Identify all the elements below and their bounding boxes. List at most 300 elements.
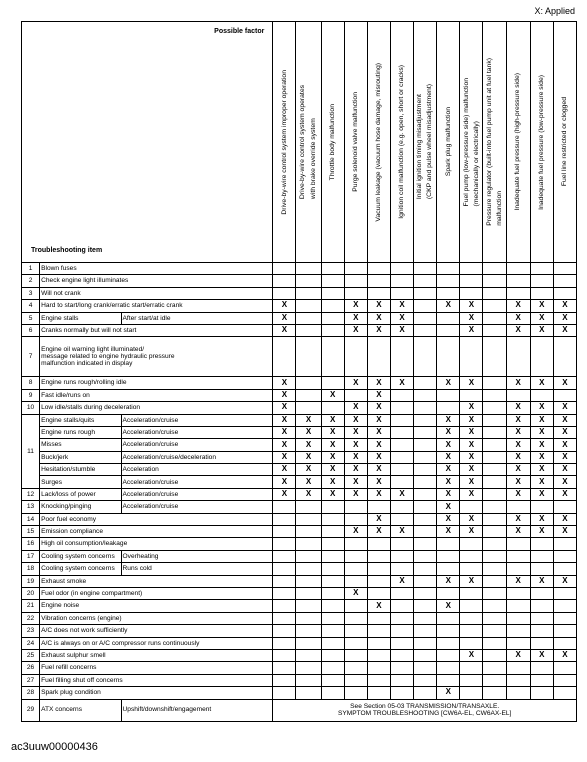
- applied-mark-cell: [273, 649, 296, 661]
- factor-label: Inadequate fuel pressure (high-pressure side): [514, 73, 522, 211]
- applied-mark-cell: [296, 287, 321, 299]
- applied-mark-cell: [273, 563, 296, 575]
- applied-mark-cell: [506, 426, 530, 438]
- applied-mark: X: [539, 575, 545, 585]
- applied-mark-cell: [414, 377, 437, 389]
- applied-mark-cell: [530, 324, 553, 336]
- applied-mark-cell: [321, 649, 344, 661]
- applied-mark-cell: [460, 550, 483, 562]
- applied-mark-cell: [390, 550, 413, 562]
- applied-mark-cell: [414, 587, 437, 599]
- applied-mark-cell: [530, 488, 553, 500]
- applied-mark-cell: [553, 488, 576, 500]
- applied-mark-cell: [273, 575, 296, 587]
- applied-mark-cell: [437, 488, 460, 500]
- applied-mark-cell: [530, 287, 553, 299]
- applied-mark-cell: [530, 662, 553, 674]
- applied-mark-cell: [437, 625, 460, 637]
- applied-mark-cell: [296, 612, 321, 624]
- applied-mark-cell: [273, 287, 296, 299]
- applied-mark-cell: [530, 674, 553, 686]
- applied-mark-cell: [553, 563, 576, 575]
- applied-mark: X: [562, 325, 568, 335]
- applied-mark-cell: [273, 402, 296, 414]
- applied-mark-cell: [506, 575, 530, 587]
- applied-mark: X: [376, 451, 382, 461]
- applied-mark-cell: [390, 287, 413, 299]
- applied-mark-cell: [273, 687, 296, 699]
- applied-mark-cell: [530, 439, 553, 451]
- applied-mark-cell: [437, 587, 460, 599]
- applied-mark: X: [445, 476, 451, 486]
- applied-mark-cell: [296, 587, 321, 599]
- applied-mark-cell: [414, 312, 437, 324]
- applied-mark: X: [445, 427, 451, 437]
- applied-mark: X: [399, 575, 405, 585]
- applied-mark-cell: [460, 488, 483, 500]
- applied-mark-cell: [483, 637, 506, 649]
- applied-mark-cell: [483, 324, 506, 336]
- table-row: [22, 275, 577, 287]
- factor-label: (mechanically or electrically): [472, 120, 480, 207]
- applied-mark-cell: [530, 687, 553, 699]
- applied-mark: X: [562, 489, 568, 499]
- applied-mark-cell: [460, 649, 483, 661]
- applied-mark-cell: [460, 513, 483, 525]
- troubleshooting-item-label: Troubleshooting item: [31, 247, 103, 255]
- applied-mark-cell: [483, 263, 506, 275]
- applied-mark-cell: [414, 476, 437, 488]
- applied-mark-cell: [344, 674, 367, 686]
- applied-mark-cell: [414, 439, 437, 451]
- applied-mark: X: [468, 325, 475, 335]
- applied-mark-cell: [553, 312, 576, 324]
- applied-mark-cell: [553, 687, 576, 699]
- row-number: 9: [22, 389, 40, 401]
- applied-mark-cell: [367, 600, 390, 612]
- applied-mark-cell: [321, 587, 344, 599]
- applied-mark: X: [515, 476, 521, 486]
- applied-mark-cell: [553, 612, 576, 624]
- applied-mark-cell: [530, 526, 553, 538]
- applied-mark-cell: [506, 451, 530, 463]
- row-number: 29: [22, 699, 40, 721]
- applied-mark-cell: [460, 275, 483, 287]
- applied-mark: X: [376, 300, 382, 310]
- applied-mark: X: [281, 489, 288, 499]
- applied-mark-cell: [296, 488, 321, 500]
- applied-mark-cell: [296, 389, 321, 401]
- applied-mark-cell: [273, 377, 296, 389]
- applied-mark-cell: [437, 600, 460, 612]
- applied-mark-cell: [506, 637, 530, 649]
- applied-mark-cell: [553, 649, 576, 661]
- applied-mark-cell: [321, 687, 344, 699]
- applied-mark-cell: [553, 324, 576, 336]
- applied-mark: X: [376, 325, 382, 335]
- applied-mark-cell: [344, 538, 367, 550]
- item-label: Vibration concerns (engine): [40, 612, 273, 624]
- applied-mark-cell: [296, 600, 321, 612]
- applied-mark-cell: [296, 501, 321, 513]
- applied-mark-cell: [483, 300, 506, 312]
- applied-mark: X: [445, 526, 451, 536]
- applied-mark-cell: [344, 649, 367, 661]
- applied-mark-cell: [530, 563, 553, 575]
- applied-mark-cell: [414, 300, 437, 312]
- factor-header: [506, 22, 530, 263]
- applied-mark-cell: [321, 674, 344, 686]
- applied-mark-cell: [414, 287, 437, 299]
- applied-mark-cell: [483, 377, 506, 389]
- item-label: Fuel odor (in engine compartment): [40, 587, 273, 599]
- applied-mark: X: [539, 427, 545, 437]
- applied-mark: X: [376, 377, 382, 387]
- applied-mark-cell: [437, 275, 460, 287]
- applied-mark-cell: [483, 414, 506, 426]
- applied-mark-cell: [321, 550, 344, 562]
- applied-mark-cell: [437, 439, 460, 451]
- applied-mark-cell: [344, 687, 367, 699]
- applied-mark-cell: [553, 377, 576, 389]
- applied-mark-cell: [553, 300, 576, 312]
- applied-mark: X: [399, 489, 405, 499]
- applied-mark-cell: [321, 275, 344, 287]
- applied-mark-cell: [530, 300, 553, 312]
- applied-mark-cell: [530, 414, 553, 426]
- factor-header: [483, 22, 506, 263]
- applied-mark-cell: [367, 287, 390, 299]
- applied-mark: X: [468, 402, 475, 412]
- applied-mark-cell: [321, 501, 344, 513]
- applied-mark-cell: [506, 538, 530, 550]
- applied-mark-cell: [553, 287, 576, 299]
- applied-mark-cell: [367, 637, 390, 649]
- applied-mark: X: [281, 312, 288, 322]
- applied-mark-cell: [273, 389, 296, 401]
- applied-mark-cell: [460, 377, 483, 389]
- applied-mark-cell: [530, 389, 553, 401]
- applied-mark-cell: [296, 337, 321, 377]
- row-number: 17: [22, 550, 40, 562]
- applied-mark-cell: [390, 377, 413, 389]
- applied-mark-cell: [506, 550, 530, 562]
- applied-mark: X: [539, 439, 545, 449]
- applied-mark: X: [399, 300, 405, 310]
- applied-mark: X: [281, 476, 288, 486]
- applied-mark: X: [445, 451, 451, 461]
- applied-mark-cell: [460, 526, 483, 538]
- applied-mark-cell: [321, 662, 344, 674]
- applied-mark-cell: [414, 275, 437, 287]
- applied-mark-cell: [390, 625, 413, 637]
- applied-mark-cell: [390, 501, 413, 513]
- factor-label: Drive-by-wire control system improper operation: [280, 69, 288, 215]
- applied-mark: X: [515, 414, 521, 424]
- item-label: Spark plug condition: [40, 687, 273, 699]
- applied-mark: X: [468, 451, 475, 461]
- applied-mark-cell: [506, 389, 530, 401]
- applied-mark: X: [329, 390, 336, 400]
- applied-mark-cell: [506, 563, 530, 575]
- applied-mark-cell: [483, 513, 506, 525]
- applied-mark-cell: [273, 637, 296, 649]
- row-number: 14: [22, 513, 40, 525]
- applied-mark-cell: [321, 287, 344, 299]
- applied-mark: X: [468, 312, 475, 322]
- applied-mark-cell: [437, 550, 460, 562]
- applied-mark-cell: [321, 637, 344, 649]
- factor-label: Fuel line restricted or clogged: [561, 97, 569, 187]
- applied-mark-cell: [273, 439, 296, 451]
- row-number: 3: [22, 287, 40, 299]
- applied-mark: X: [281, 402, 288, 412]
- applied-mark-cell: [367, 414, 390, 426]
- applied-mark-cell: [367, 451, 390, 463]
- applied-mark-cell: [460, 464, 483, 476]
- applied-mark: X: [353, 476, 359, 486]
- row-number: 13: [22, 501, 40, 513]
- applied-mark-cell: [483, 337, 506, 377]
- applied-mark: X: [353, 489, 359, 499]
- applied-mark: X: [468, 489, 475, 499]
- applied-mark: X: [562, 513, 568, 523]
- applied-mark-cell: [367, 426, 390, 438]
- applied-mark-cell: [321, 324, 344, 336]
- factor-label: Inadequate fuel pressure (low-pressure side): [538, 74, 546, 210]
- table-row: [22, 513, 577, 525]
- applied-mark-cell: [344, 488, 367, 500]
- applied-mark-cell: [390, 637, 413, 649]
- applied-mark-cell: [390, 526, 413, 538]
- item-condition: Runs cold: [121, 563, 273, 575]
- applied-mark-cell: [553, 674, 576, 686]
- applied-mark-cell: [460, 324, 483, 336]
- row-number: 28: [22, 687, 40, 699]
- row-number: 18: [22, 563, 40, 575]
- table-row: [22, 687, 577, 699]
- applied-mark-cell: [414, 513, 437, 525]
- applied-mark-cell: [344, 662, 367, 674]
- item-label: Engine oil warning light illuminated/ message related to engine hydraulic pressure malfunction indicated in display: [40, 337, 273, 377]
- applied-mark-cell: [414, 263, 437, 275]
- applied-mark-cell: [273, 538, 296, 550]
- applied-mark-cell: [530, 464, 553, 476]
- item-condition: Acceleration/cruise: [121, 476, 273, 488]
- table-row: [22, 287, 577, 299]
- troubleshooting-table: [21, 21, 577, 722]
- applied-mark-cell: [483, 526, 506, 538]
- applied-mark: X: [281, 464, 288, 474]
- item-label: Hard to start/long crank/erratic start/erratic crank: [40, 300, 273, 312]
- applied-mark-cell: [506, 300, 530, 312]
- applied-mark: X: [445, 600, 451, 610]
- table-row: [22, 337, 577, 377]
- applied-mark: X: [445, 464, 451, 474]
- item-label: A/C is always on or A/C compressor runs continuously: [40, 637, 273, 649]
- applied-mark-cell: [460, 337, 483, 377]
- item-label: ATX concerns: [40, 699, 121, 721]
- item-condition: Acceleration/cruise/deceleration: [121, 451, 273, 463]
- applied-mark: X: [281, 325, 288, 335]
- applied-mark: X: [376, 600, 382, 610]
- applied-mark-cell: [414, 426, 437, 438]
- item-label: Fast idle/runs on: [40, 389, 273, 401]
- applied-mark: X: [562, 312, 568, 322]
- applied-mark-cell: [321, 600, 344, 612]
- item-condition: Acceleration/cruise: [121, 426, 273, 438]
- applied-mark: X: [468, 377, 475, 387]
- factor-header: [437, 22, 460, 263]
- applied-mark-cell: [460, 662, 483, 674]
- row-number: 1: [22, 263, 40, 275]
- applied-mark: X: [353, 377, 359, 387]
- table-row: [22, 414, 577, 426]
- applied-mark-cell: [390, 600, 413, 612]
- applied-mark-cell: [483, 612, 506, 624]
- applied-mark-cell: [437, 674, 460, 686]
- applied-mark-cell: [414, 674, 437, 686]
- applied-mark: X: [376, 464, 382, 474]
- applied-mark-cell: [273, 674, 296, 686]
- applied-mark-cell: [367, 300, 390, 312]
- table-row: [22, 439, 577, 451]
- item-condition: Acceleration/cruise: [121, 414, 273, 426]
- applied-mark-cell: [553, 389, 576, 401]
- applied-mark-cell: [296, 687, 321, 699]
- applied-mark-cell: [506, 263, 530, 275]
- applied-mark-cell: [344, 312, 367, 324]
- applied-mark: X: [468, 526, 475, 536]
- applied-mark: X: [539, 451, 545, 461]
- table-row: [22, 538, 577, 550]
- applied-mark-cell: [553, 402, 576, 414]
- applied-mark-cell: [530, 275, 553, 287]
- applied-mark-cell: [483, 389, 506, 401]
- applied-mark-cell: [460, 625, 483, 637]
- applied-mark-cell: [437, 402, 460, 414]
- applied-mark-cell: [506, 439, 530, 451]
- item-label: Engine runs rough/rolling idle: [40, 377, 273, 389]
- row-number: 5: [22, 312, 40, 324]
- applied-mark-cell: [296, 263, 321, 275]
- applied-mark-cell: [296, 513, 321, 525]
- applied-mark: X: [539, 526, 545, 536]
- applied-mark-cell: [367, 464, 390, 476]
- applied-mark-cell: [506, 414, 530, 426]
- factor-label: Vacuum leakage (vacuum hose damage, misrouting): [375, 62, 383, 222]
- applied-mark-cell: [367, 312, 390, 324]
- factor-header: [344, 22, 367, 263]
- factor-label: Pressure regulator (built-into fuel pump unit at fuel tank): [485, 58, 493, 226]
- item-label: Emission compliance: [40, 526, 273, 538]
- item-label: Cooling system concerns: [40, 563, 121, 575]
- item-label: Lack/loss of power: [40, 488, 121, 500]
- applied-mark-cell: [414, 538, 437, 550]
- applied-mark-cell: [553, 464, 576, 476]
- applied-mark-cell: [553, 513, 576, 525]
- table-row: [22, 550, 577, 562]
- applied-mark: X: [445, 687, 451, 697]
- applied-mark-cell: [460, 674, 483, 686]
- section-reference-note: See Section 05-03 TRANSMISSION/TRANSAXLE. SYMPTOM TROUBLESHOOTING [CW6A-EL, CW6AX-EL]: [273, 699, 577, 721]
- applied-mark: X: [562, 575, 568, 585]
- applied-mark-cell: [296, 538, 321, 550]
- factor-label: Drive-by-wire control system operates: [299, 84, 307, 200]
- applied-mark-cell: [321, 402, 344, 414]
- applied-mark-cell: [483, 625, 506, 637]
- applied-mark: X: [515, 513, 521, 523]
- applied-mark-cell: [344, 612, 367, 624]
- applied-mark-cell: [321, 312, 344, 324]
- applied-mark: X: [329, 476, 336, 486]
- applied-mark: X: [562, 451, 568, 461]
- applied-mark-cell: [506, 526, 530, 538]
- applied-mark-cell: [273, 464, 296, 476]
- applied-mark-cell: [296, 563, 321, 575]
- applied-mark: X: [515, 451, 521, 461]
- applied-mark-cell: [506, 625, 530, 637]
- applied-mark: X: [329, 464, 336, 474]
- applied-mark-cell: [390, 426, 413, 438]
- applied-mark-cell: [344, 526, 367, 538]
- applied-mark-cell: [273, 324, 296, 336]
- applied-mark: X: [353, 402, 359, 412]
- applied-mark-cell: [437, 662, 460, 674]
- applied-mark-cell: [367, 324, 390, 336]
- header-row: [22, 22, 577, 263]
- table-row: [22, 662, 577, 674]
- applied-mark-cell: [367, 275, 390, 287]
- applied-mark-cell: [367, 402, 390, 414]
- applied-mark-cell: [296, 402, 321, 414]
- applied-mark: X: [445, 414, 451, 424]
- applied-mark: X: [353, 300, 359, 310]
- factor-header: [367, 22, 390, 263]
- applied-mark: X: [329, 451, 336, 461]
- applied-mark: X: [515, 377, 521, 387]
- item-label: Cooling system concerns: [40, 550, 121, 562]
- applied-mark: X: [515, 439, 521, 449]
- applied-mark-cell: [530, 451, 553, 463]
- applied-mark-cell: [460, 538, 483, 550]
- applied-mark: X: [329, 414, 336, 424]
- applied-mark-cell: [437, 538, 460, 550]
- applied-mark-cell: [506, 662, 530, 674]
- applied-mark-cell: [367, 662, 390, 674]
- applied-mark-cell: [437, 575, 460, 587]
- applied-mark-cell: [553, 263, 576, 275]
- applied-mark-cell: [483, 662, 506, 674]
- applied-mark: X: [445, 439, 451, 449]
- applied-mark-cell: [296, 526, 321, 538]
- applied-mark-cell: [506, 337, 530, 377]
- applied-mark-cell: [344, 464, 367, 476]
- applied-mark-cell: [344, 625, 367, 637]
- applied-mark-cell: [553, 337, 576, 377]
- applied-mark-cell: [414, 337, 437, 377]
- applied-mark-cell: [390, 414, 413, 426]
- table-row: [22, 389, 577, 401]
- applied-mark-cell: [437, 501, 460, 513]
- applied-mark-cell: [506, 312, 530, 324]
- applied-mark-cell: [553, 587, 576, 599]
- applied-mark-cell: [530, 426, 553, 438]
- header-corner: [22, 22, 273, 263]
- factor-label: (CKP and pulse wheel misadjustment): [426, 84, 434, 200]
- item-condition: After start/at idle: [121, 312, 273, 324]
- applied-mark-cell: [483, 687, 506, 699]
